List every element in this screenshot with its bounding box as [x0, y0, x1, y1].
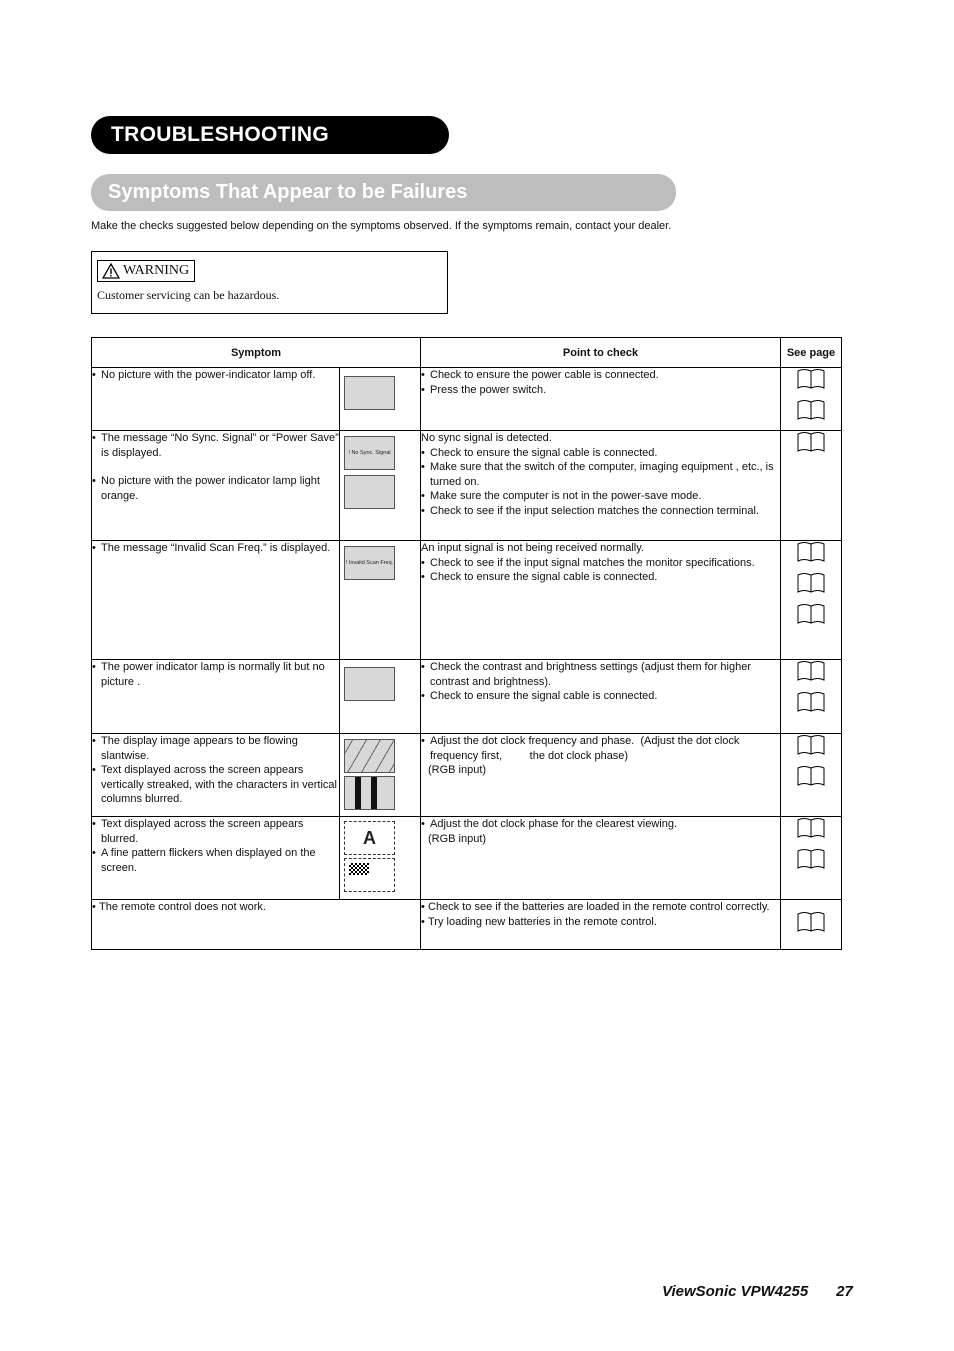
book-icon: [797, 817, 841, 842]
check-item: Check to ensure the signal cable is connected.: [430, 446, 658, 459]
table-row: [92, 900, 842, 950]
symptom-cell: • No picture with the power-indicator lamp off.: [92, 368, 340, 431]
header-point-to-check: Point to check: [421, 338, 781, 368]
warning-label: [97, 260, 195, 282]
no-sync-screen-illustration: ! No Sync. Signal: [344, 436, 395, 470]
table-row: [92, 817, 842, 900]
table-row: [92, 660, 842, 734]
blank-screen-illustration: [344, 667, 395, 701]
book-icon: [797, 431, 841, 456]
table-header-row: [92, 338, 842, 368]
check-item: Check the contrast and brightness settings (adjust them for higher contrast and brightness).: [430, 661, 752, 688]
check-cell: • Check the contrast and brightness settings (adjust them for higher contrast and brightness). • Check to ensure the signal cable is connected.: [421, 660, 781, 734]
check-cell: An input signal is not being received normally. • Check to see if the input signal matches the monitor specifications. • Check to ensure the signal cable is connected.: [421, 541, 781, 660]
table-row: [92, 368, 842, 431]
book-icon: [797, 572, 841, 597]
header-see-page: See page: [781, 338, 842, 368]
check-item: Check to ensure the signal cable is connected.: [430, 690, 658, 702]
slant-flow-screen-illustration: [344, 739, 395, 773]
symptom-text: No picture with the power-indicator lamp off.: [101, 369, 316, 381]
check-item: Press the power switch.: [430, 383, 547, 396]
check-cell: • Check to see if the batteries are loaded in the remote control correctly. • Try loading new batteries in the remote control.: [421, 900, 781, 950]
symptom-text: No picture with the power indicator lamp light orange.: [101, 475, 320, 502]
checker-pattern: [349, 863, 369, 875]
symptom-cell: • The power indicator lamp is normally lit but no picture .: [92, 660, 340, 734]
check-cell: • Adjust the dot clock frequency and phase. (Adjust the dot clock frequency first, the dot clock phase) (RGB input): [421, 734, 781, 817]
check-cell: • Adjust the dot clock phase for the clearest viewing. (RGB input): [421, 817, 781, 900]
warning-triangle-icon: [102, 263, 120, 279]
screen-cell: [340, 431, 421, 541]
screen-cell: [340, 541, 421, 660]
check-note: (RGB input): [428, 764, 487, 776]
check-item: Make sure the computer is not in the power-save mode.: [430, 490, 702, 502]
check-intro: An input signal is not being received normally.: [421, 542, 644, 554]
footer-brand: ViewSonic VPW4255: [662, 1283, 809, 1300]
book-icon: [797, 848, 841, 873]
check-item: Check to see if the input selection matches the connection terminal.: [430, 504, 759, 517]
table-row: [92, 431, 842, 541]
book-icon: [797, 368, 841, 393]
warning-text: Customer servicing can be hazardous.: [97, 288, 280, 302]
check-note: (RGB input): [428, 832, 487, 845]
section-title: TROUBLESHOOTING: [91, 116, 449, 154]
check-item: Adjust the dot clock frequency and phase. (Adjust the dot clock frequency first, the dot clock phase): [430, 735, 743, 762]
book-icon: [797, 541, 841, 566]
symptom-text: The remote control does not work.: [99, 901, 266, 913]
symptom-cell: • The remote control does not work.: [92, 900, 421, 950]
page-ref-cell: [781, 431, 842, 541]
check-item: Check to ensure the power cable is connected.: [430, 369, 659, 381]
intro-text: Make the checks suggested below depending on the symptoms observed. If the symptoms remain, contact your dealer.: [91, 220, 672, 232]
symptom-cell: • The message “No Sync. Signal” or “Power Save” is displayed. • No picture with the power indicator lamp light orange.: [92, 431, 340, 541]
check-item: Make sure that the switch of the computer, imaging equipment , etc., is turned on.: [430, 461, 774, 488]
troubleshooting-table: [91, 337, 842, 950]
flicker-pattern-illustration: [344, 858, 395, 892]
book-icon: [797, 603, 841, 628]
page-ref-cell: [781, 541, 842, 660]
check-item: Check to see if the batteries are loaded in the remote control correctly.: [428, 901, 770, 913]
warning-box: [91, 251, 448, 314]
page-ref-cell: [781, 660, 842, 734]
symptom-text: The message “Invalid Scan Freq.” is displayed.: [101, 542, 331, 554]
page-footer: [662, 1283, 853, 1300]
symptom-text: The display image appears to be flowing slantwise.: [101, 735, 298, 762]
screen-cell: [340, 817, 421, 900]
check-cell: No sync signal is detected. • Check to ensure the signal cable is connected. • Make sure that the switch of the computer, imaging equipment , etc., is turned on. • Make sure the computer is not in the power-save mode. • Check to see if the input selection matches the connection terminal.: [421, 431, 781, 541]
check-intro: No sync signal is detected.: [421, 432, 552, 444]
screen-cell: [340, 734, 421, 817]
symptom-cell: • The display image appears to be flowing slantwise. • Text displayed across the screen appears vertically streaked, with the characters in vertical columns blurred.: [92, 734, 340, 817]
book-icon: [797, 734, 841, 759]
book-icon: [797, 399, 841, 424]
book-icon: [797, 691, 841, 716]
blurred-letter-illustration: A: [344, 821, 395, 855]
invalid-scan-screen-illustration: ! Invalid Scan Freq.: [344, 546, 395, 580]
blank-screen-illustration: [344, 475, 395, 509]
check-item: Adjust the dot clock phase for the clearest viewing.: [430, 818, 678, 830]
section-subtitle: Symptoms That Appear to be Failures: [91, 174, 676, 211]
screen-cell: [340, 660, 421, 734]
page-ref-cell: [781, 817, 842, 900]
blank-screen-illustration: [344, 376, 395, 410]
check-item: Check to see if the input signal matches the monitor specifications.: [430, 556, 755, 569]
symptom-text: Text displayed across the screen appears blurred.: [101, 818, 304, 845]
page-ref-cell: [781, 900, 842, 950]
header-symptom: Symptom: [92, 338, 421, 368]
warning-label-text: WARNING: [123, 263, 190, 278]
symptom-text: Text displayed across the screen appears vertically streaked, with the characters in vertical columns blurred.: [101, 764, 337, 805]
symptom-cell: • Text displayed across the screen appears blurred. • A fine pattern flickers when displayed on the screen.: [92, 817, 340, 900]
check-item: Check to ensure the signal cable is connected.: [430, 571, 658, 583]
page-ref-cell: [781, 368, 842, 431]
vertical-streak-screen-illustration: [344, 776, 395, 810]
symptom-text: The message “No Sync. Signal” or “Power Save” is displayed.: [101, 432, 339, 459]
page-number: 27: [836, 1283, 853, 1300]
screen-cell: [340, 368, 421, 431]
book-icon: [797, 660, 841, 685]
table-row: [92, 734, 842, 817]
book-icon: [797, 765, 841, 790]
symptom-text: The power indicator lamp is normally lit but no picture .: [101, 661, 325, 688]
symptom-cell: • The message “Invalid Scan Freq.” is displayed.: [92, 541, 340, 660]
book-icon: [797, 911, 841, 936]
table-row: [92, 541, 842, 660]
page-ref-cell: [781, 734, 842, 817]
symptom-text: A fine pattern flickers when displayed on the screen.: [101, 847, 316, 874]
check-cell: • Check to ensure the power cable is connected. • Press the power switch.: [421, 368, 781, 431]
check-item: Try loading new batteries in the remote control.: [428, 915, 657, 928]
